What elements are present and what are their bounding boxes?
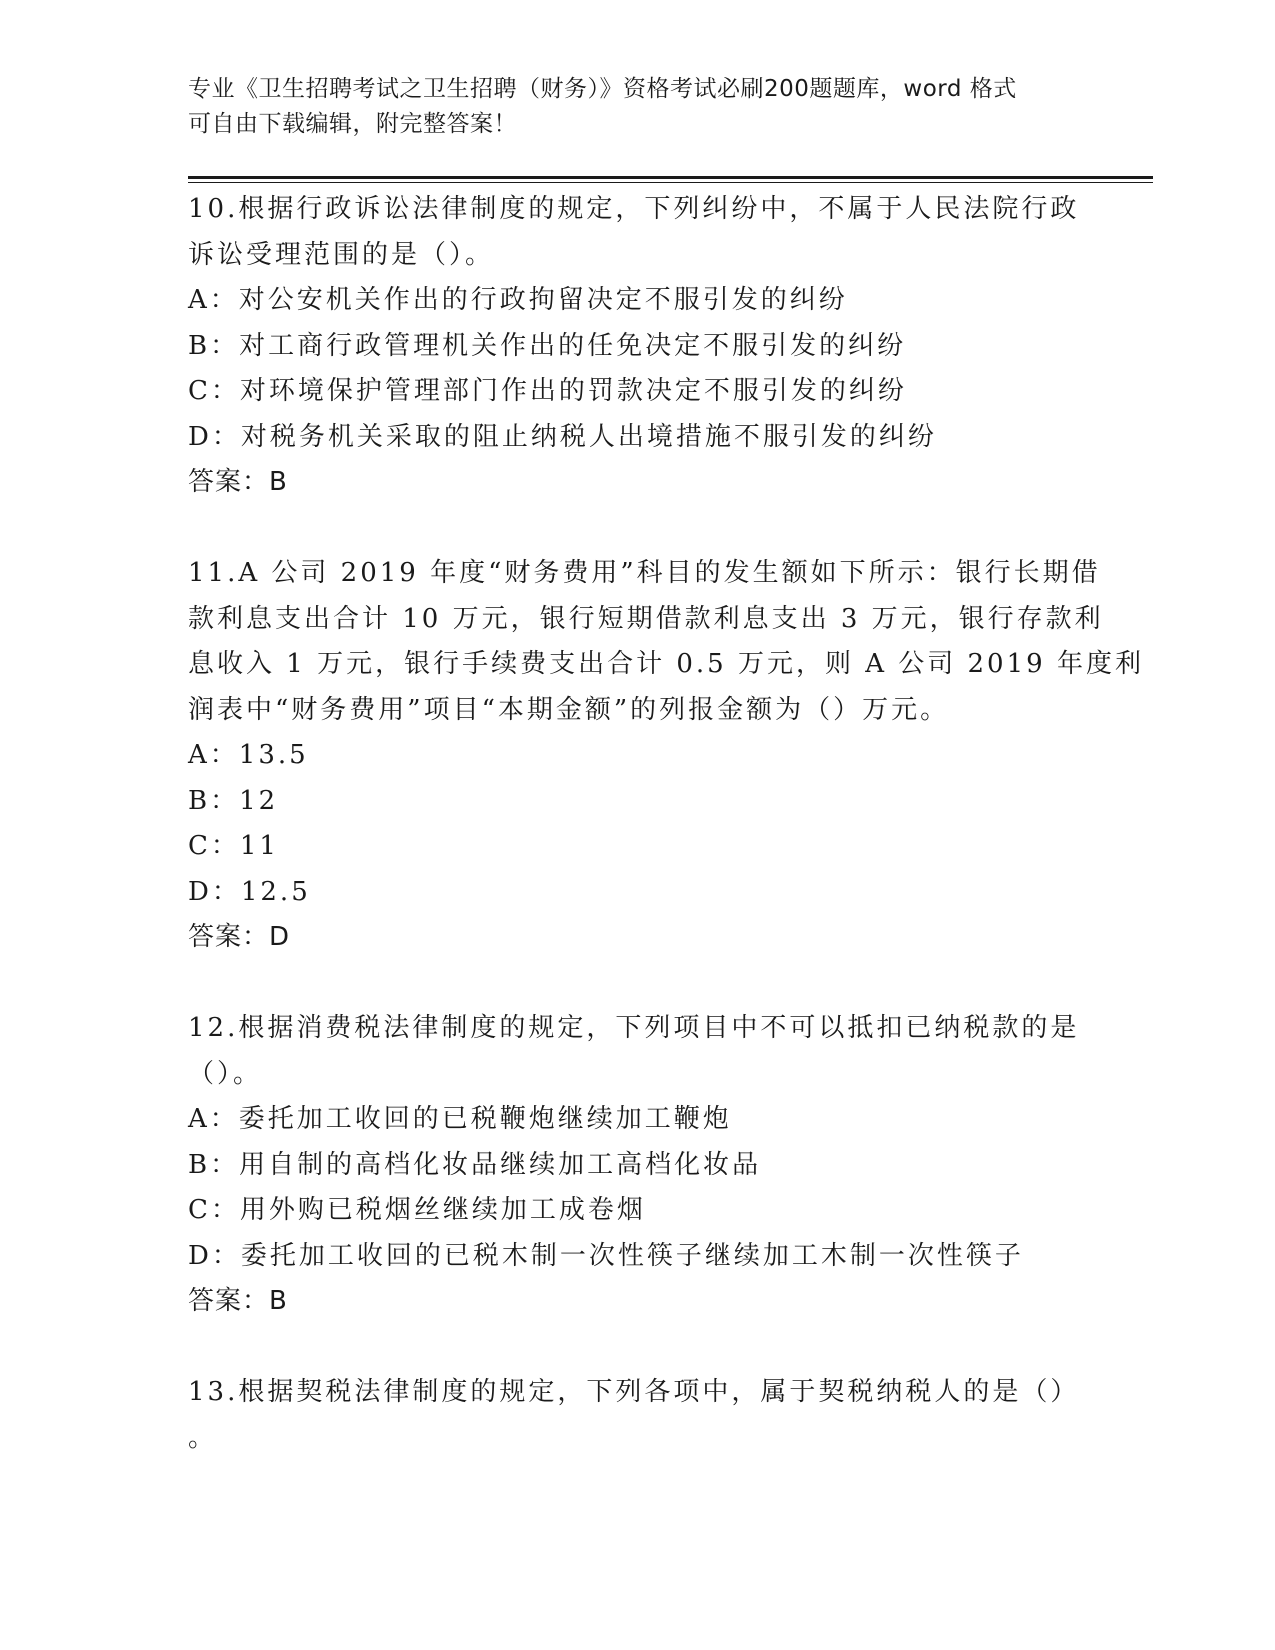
answer: 答案：B [188,467,288,497]
question-text-line: 润表中“财务费用”项目“本期金额”的列报金额为（）万元。 [188,694,950,725]
question-text-line: 款利息支出合计 10 万元，银行短期借款利息支出 3 万元，银行存款利 [188,603,1104,634]
header-divider-thick [188,176,1153,179]
option-a: A：委托加工收回的已税鞭炮继续加工鞭炮 [188,1104,732,1134]
spacer [188,961,1088,1007]
question-text-line: （）。 [188,1058,263,1089]
question-11 [188,551,1144,961]
document-header [188,72,1088,142]
answer: 答案：B [188,1286,288,1316]
question-text-line: 13.根据契税法律制度的规定，下列各项中，属于契税纳税人的是（） [188,1377,1080,1407]
spacer [188,1325,1088,1371]
question-text-line: 11.A 公司 2019 年度“财务费用”科目的发生额如下所示：银行长期借 [188,558,1101,588]
option-b: B：12 [188,785,279,816]
question-text-line: 12.根据消费税法律制度的规定，下列项目中不可以抵扣已纳税款的是 [188,1013,1080,1043]
header-line-2: 可自由下载编辑，附完整答案！ [188,111,517,137]
option-d: D：12.5 [188,876,311,907]
option-c: C：对环境保护管理部门作出的罚款决定不服引发的纠纷 [188,376,907,406]
question-text-line: 诉讼受理范围的是（）。 [188,239,495,270]
question-text-line: 10.根据行政诉讼法律制度的规定，下列纠纷中，不属于人民法院行政 [188,194,1080,224]
question-13 [188,1370,1088,1461]
option-d: D：委托加工收回的已税木制一次性筷子继续加工木制一次性筷子 [188,1240,1024,1271]
question-12 [188,1006,1088,1325]
option-c: C：用外购已税烟丝继续加工成卷烟 [188,1195,646,1225]
option-a: A：13.5 [188,740,309,770]
question-10 [188,187,1088,506]
option-a: A：对公安机关作出的行政拘留决定不服引发的纠纷 [188,285,848,315]
option-c: C：11 [188,831,279,861]
question-text-line: 息收入 1 万元，银行手续费支出合计 0.5 万元，则 A 公司 2019 年度利 [188,649,1144,679]
option-b: B：对工商行政管理机关作出的任免决定不服引发的纠纷 [188,330,907,361]
spacer [188,506,1088,552]
question-text-line: 。 [188,1422,218,1453]
question-list [188,187,1144,1461]
header-line-1: 专业《卫生招聘考试之卫生招聘（财务）》资格考试必刷200题题库，word 格式 [188,76,1017,102]
option-b: B：用自制的高档化妆品继续加工高档化妆品 [188,1149,762,1180]
option-d: D：对税务机关采取的阻止纳税人出境措施不服引发的纠纷 [188,421,937,452]
answer: 答案：D [188,922,291,952]
header-divider-thin [188,182,1153,183]
